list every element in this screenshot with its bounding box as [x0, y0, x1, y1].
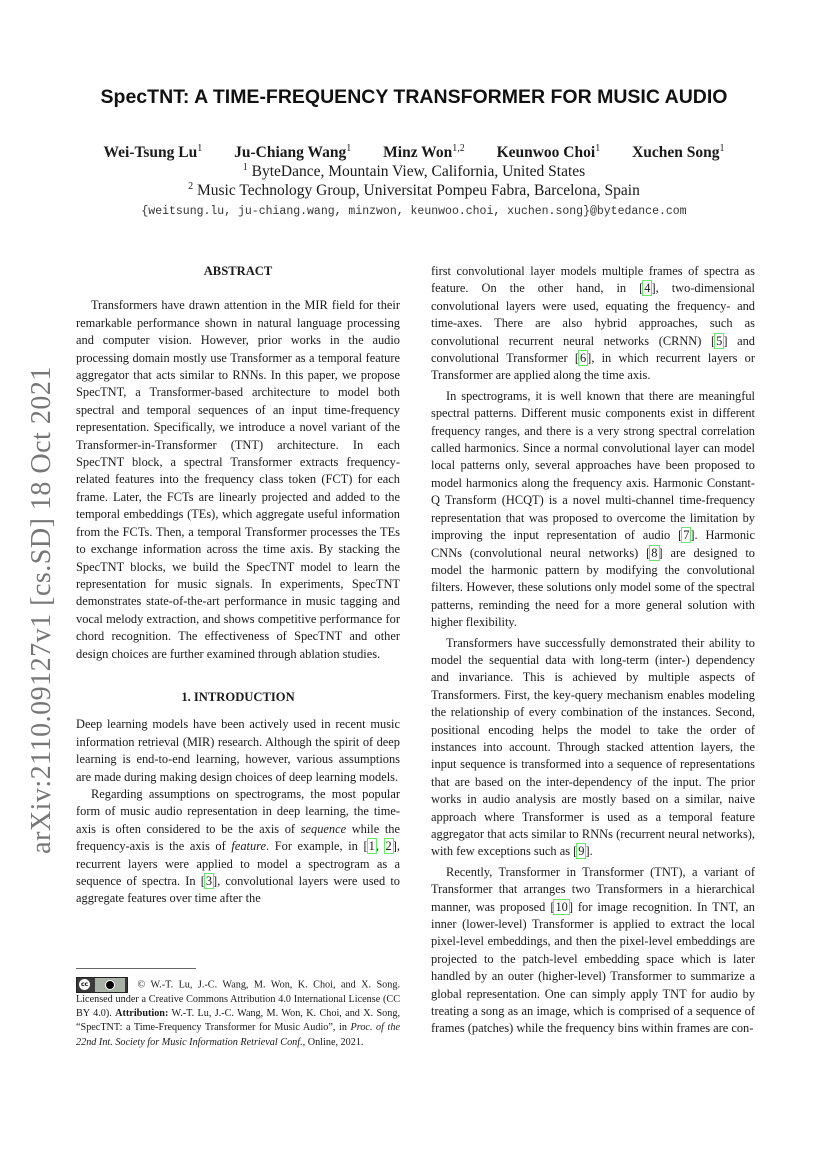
citation-link[interactable]: 9 [578, 844, 585, 859]
author: Xuchen Song$^1$ [632, 143, 725, 162]
affiliation-2: $^2$ Music Technology Group, Universitat Pompeu Fabra, Barcelona, Spain [188, 181, 640, 200]
citation-link[interactable]: 7 [683, 528, 690, 543]
citation-link[interactable]: 1 [368, 839, 375, 854]
intro-paragraph-1: Deep learning models have been actively used in recent music information retrieval (MIR) research. Although the spirit of deep learning is end-to-end learning, however, various assumptions are made during making design choices of deep learning models. [76, 717, 400, 784]
cc-by-icon[interactable]: cc [76, 977, 128, 993]
intro-paragraph-3: first convolutional layer models multiple frames of spectra as feature. On the other hand, in [4], two-dimensional convolutional layers were used, equating the frequency- and time-axes. There are also hybrid approaches, such as convolutional recurrent neural networks (CRNN) [5] and convolutional Transformer [6], in which recurrent layers or Transformer are applied along the time axis. [431, 264, 755, 383]
citation-link[interactable]: 8 [651, 545, 658, 560]
author: Keunwoo Choi$^1$ [496, 143, 601, 162]
intro-paragraph-2: Regarding assumptions on spectrograms, the most popular form of music audio representation in deep learning, the time-axis is often considered to be the axis of sequence while the frequency-axis is the axis of feature. For example, in [1, 2], recurrent layers were applied to model a spectrogram as a sequence of spectra. In [3], convolutional layers were used to aggregate features over time after the [76, 786, 401, 906]
author: Minz Won$^{1,2}$ [383, 143, 465, 162]
author-emails[interactable]: {weitsung.lu, ju-chiang.wang, minzwon, keunwoo.choi, xuchen.song}@bytedance.com [141, 205, 687, 218]
footnote-divider [76, 968, 196, 969]
left-column [76, 263, 400, 908]
intro-paragraph-4: In spectrograms, it is well known that there are meaningful spectral patterns. Different music components exist in different frequency ranges, and there is a very strong spectral correlation called harmonics. Since a normal convolutional layer can model local patterns only, several approaches have been proposed to model harmonics along the frequency axis. Harmonic Constant-Q Transform (HCQT) is a novel multi-channel time-frequency representation that was proposed to overcome the limitation by improving the input representation of audio [7]. Harmonic CNNs (convolutional neural networks) [8] are designed to model the harmonic pattern by modifying the convolutional filters. However, these solutions only model some of the spectral patterns, reminding the need for a more general solution with higher flexibility. [431, 388, 755, 630]
citation-link[interactable]: 2 [385, 839, 392, 854]
citation-link[interactable]: 4 [644, 281, 651, 296]
license-footnote: cc © W.-T. Lu, J.-C. Wang, M. Won, K. Choi, and X. Song. Licensed under a Creative Commons Attribution 4.0 International License (CC BY 4.0). Attribution: W.-T. Lu, J.-C. Wang, M. Won, K. Choi, and X. Song, “SpecTNT: a Time-Frequency Transformer for Music Audio”, in Proc. of the 22nd Int. Society for Music Information Retrieval Conf., Online, 2021. [76, 977, 400, 1050]
introduction-heading: 1. INTRODUCTION [181, 689, 295, 704]
affiliation-1: $^1$ ByteDance, Mountain View, California, United States [242, 162, 586, 181]
author: Wei-Tsung Lu$^1$ [103, 143, 203, 162]
citation-link[interactable]: 5 [716, 333, 723, 348]
arxiv-sidebar [22, 366, 62, 854]
abstract-heading: ABSTRACT [203, 264, 273, 278]
right-column [431, 263, 755, 1038]
abstract-text: Transformers have drawn attention in the MIR field for their remarkable performance shown in natural language processing and computer vision. However, prior works in the audio processing domain mostly use Transformer as a temporal feature aggregator that acts similar to RNNs. In this paper, we propose SpecTNT, a Transformer-based architecture to model both spectral and temporal sequences of an input time-frequency representation. Specifically, we introduce a novel variant of the Transformer-in-Transformer (TNT) architecture. In each SpecTNT block, a spectral Transformer extracts frequency-related features into the frequency class token (FCT) for each frame. Later, the FCTs are linearly projected and added to the temporal embeddings (TEs), which aggregate useful information from the FCTs. Then, a temporal Transformer processes the TEs to exchange information across the time axis. By stacking the SpecTNT blocks, we build the SpecTNT model to learn the representation for music signals. In experiments, SpecTNT demonstrates state-of-the-art performance in music tagging and vocal melody extraction, and shows competitive performance for chord recognition. The effectiveness of SpecTNT and other design choices are further examined through ablation studies. [76, 298, 400, 661]
citation-link[interactable]: 6 [579, 351, 587, 366]
author-list [0, 143, 828, 162]
arxiv-identifier: arXiv:2110.09127v1 [cs.SD] 18 Oct 2021 [26, 366, 57, 854]
paper-title: SpecTNT: A TIME-FREQUENCY TRANSFORMER FOR MUSIC AUDIO [100, 86, 728, 108]
intro-paragraph-5: Transformers have successfully demonstrated their ability to model the sequential data with long-term (inter-) dependency and invariance. This is achieved by multiple aspects of Transformers. First, the key-query mechanism enables modeling the relationship of every combination of the instances. Second, positional encoding helps the model to take the order of instances into account. Through stacked attention layers, the input sequence is transformed into a sequence of representations that are based on the inter-dependency of the input. The prior works in audio analysis are mostly based on a similar, naive approach where Transformer is used as a temporal feature aggregator that acts similar to RNNs (recurrent neural networks), with few exceptions such as [9]. [431, 635, 755, 859]
citation-link[interactable]: 10 [555, 899, 568, 914]
intro-paragraph-6: Recently, Transformer in Transformer (TNT), a variant of Transformer that arranges two Transformers in a hierarchical manner, was proposed [10] for image recognition. In TNT, an inner (lower-level) Transformer is applied to extract the local pixel-level embeddings, and then the pixel-level embeddings are projected to the patch-level embedding space which is later handled by an outer (higher-level) Transformer to summarize a global representation. One can simply apply TNT for audio by treating a song as an image, which is comprised of a sequence of frames (patches) while the frequency bins within frames are con- [431, 864, 756, 1036]
citation-link[interactable]: 3 [205, 874, 213, 888]
author: Ju-Chiang Wang$^1$ [234, 143, 352, 162]
